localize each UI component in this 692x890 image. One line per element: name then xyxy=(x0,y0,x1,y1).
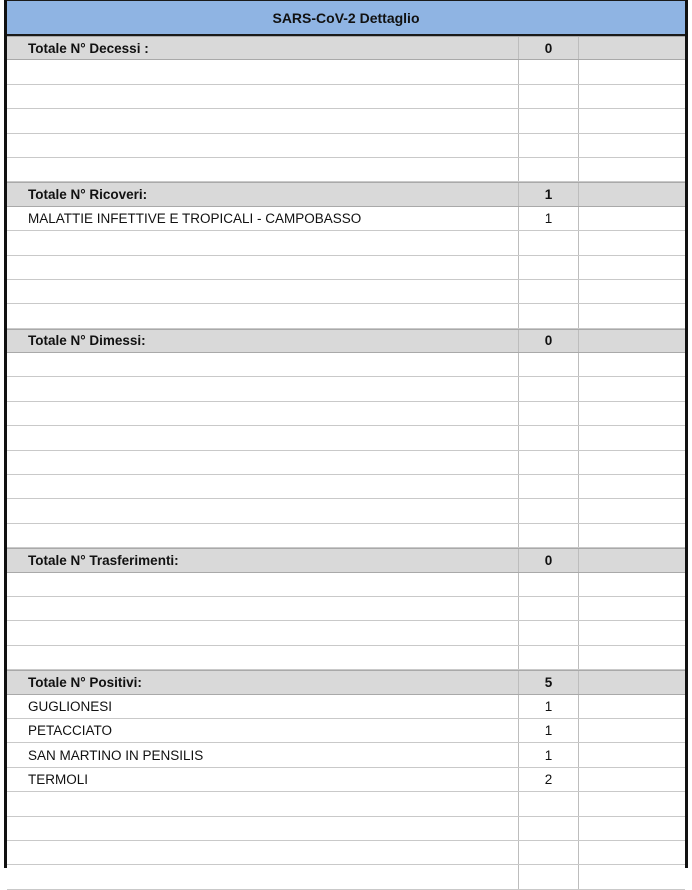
section-label-cell[interactable]: Totale N° Decessi : xyxy=(7,37,519,59)
section-header-row xyxy=(7,548,685,572)
sheet-title: SARS-CoV-2 Dettaglio xyxy=(7,0,685,36)
empty-cell[interactable] xyxy=(7,377,519,400)
empty-row xyxy=(7,475,685,499)
empty-cell[interactable] xyxy=(7,426,519,449)
empty-row xyxy=(7,451,685,475)
empty-row xyxy=(7,499,685,523)
empty-cell[interactable] xyxy=(7,231,519,254)
empty-cell[interactable] xyxy=(7,524,519,547)
empty-cell[interactable] xyxy=(579,573,685,596)
table-row xyxy=(7,743,685,767)
item-value-cell[interactable]: 1 xyxy=(519,719,579,742)
empty-cell[interactable] xyxy=(579,353,685,376)
empty-cell[interactable] xyxy=(519,621,579,644)
empty-cell[interactable] xyxy=(579,256,685,279)
empty-cell[interactable] xyxy=(519,158,579,181)
empty-cell[interactable] xyxy=(519,524,579,547)
table-row xyxy=(7,768,685,792)
empty-cell[interactable] xyxy=(579,304,685,327)
empty-row xyxy=(7,158,685,182)
section-header-row xyxy=(7,36,685,60)
empty-cell[interactable] xyxy=(579,817,685,840)
empty-row xyxy=(7,621,685,645)
empty-row xyxy=(7,646,685,670)
empty-cell[interactable] xyxy=(579,841,685,864)
empty-cell[interactable] xyxy=(579,719,685,742)
empty-cell[interactable] xyxy=(7,597,519,620)
section-label-cell[interactable]: Totale N° Positivi: xyxy=(7,671,519,693)
empty-row xyxy=(7,573,685,597)
empty-cell[interactable] xyxy=(579,207,685,230)
empty-cell[interactable] xyxy=(519,475,579,498)
empty-row xyxy=(7,402,685,426)
empty-cell[interactable] xyxy=(579,475,685,498)
table-row xyxy=(7,719,685,743)
empty-row xyxy=(7,841,685,865)
empty-cell[interactable] xyxy=(579,671,685,693)
section-total-cell[interactable]: 0 xyxy=(519,37,579,59)
empty-cell[interactable] xyxy=(519,304,579,327)
empty-cell[interactable] xyxy=(579,597,685,620)
empty-cell[interactable] xyxy=(7,841,519,864)
section-label-cell[interactable]: Totale N° Dimessi: xyxy=(7,330,519,352)
empty-cell[interactable] xyxy=(7,475,519,498)
empty-cell[interactable] xyxy=(7,499,519,522)
empty-cell[interactable] xyxy=(579,134,685,157)
empty-cell[interactable] xyxy=(579,865,685,888)
empty-cell[interactable] xyxy=(7,256,519,279)
empty-cell[interactable] xyxy=(7,792,519,815)
empty-row xyxy=(7,377,685,401)
empty-cell[interactable] xyxy=(579,60,685,83)
empty-cell[interactable] xyxy=(519,85,579,108)
empty-cell[interactable] xyxy=(519,231,579,254)
empty-cell[interactable] xyxy=(7,158,519,181)
empty-cell[interactable] xyxy=(7,353,519,376)
section-label-cell[interactable]: Totale N° Trasferimenti: xyxy=(7,549,519,571)
empty-cell[interactable] xyxy=(579,451,685,474)
empty-cell[interactable] xyxy=(519,499,579,522)
empty-cell[interactable] xyxy=(579,183,685,205)
empty-cell[interactable] xyxy=(7,646,519,669)
empty-cell[interactable] xyxy=(579,549,685,571)
empty-cell[interactable] xyxy=(579,621,685,644)
empty-row xyxy=(7,85,685,109)
empty-cell[interactable] xyxy=(579,792,685,815)
empty-cell[interactable] xyxy=(579,37,685,59)
section-total-cell[interactable]: 1 xyxy=(519,183,579,205)
empty-cell[interactable] xyxy=(579,330,685,352)
empty-row xyxy=(7,353,685,377)
empty-cell[interactable] xyxy=(7,621,519,644)
item-value-cell[interactable]: 1 xyxy=(519,743,579,766)
empty-cell[interactable] xyxy=(7,85,519,108)
empty-cell[interactable] xyxy=(579,426,685,449)
item-name-cell[interactable]: MALATTIE INFETTIVE E TROPICALI - CAMPOBASSO xyxy=(7,207,519,230)
empty-cell[interactable] xyxy=(579,499,685,522)
empty-cell[interactable] xyxy=(519,353,579,376)
empty-cell[interactable] xyxy=(579,85,685,108)
empty-row xyxy=(7,426,685,450)
empty-cell[interactable] xyxy=(7,817,519,840)
empty-cell[interactable] xyxy=(579,768,685,791)
empty-cell[interactable] xyxy=(7,865,519,888)
empty-cell[interactable] xyxy=(519,451,579,474)
section-header-row xyxy=(7,182,685,206)
empty-row xyxy=(7,231,685,255)
empty-cell[interactable] xyxy=(7,451,519,474)
item-value-cell[interactable]: 2 xyxy=(519,768,579,791)
empty-cell[interactable] xyxy=(7,60,519,83)
item-name-cell[interactable]: PETACCIATO xyxy=(7,719,519,742)
empty-cell[interactable] xyxy=(579,402,685,425)
empty-row xyxy=(7,524,685,548)
item-name-cell[interactable]: TERMOLI xyxy=(7,768,519,791)
empty-cell[interactable] xyxy=(579,109,685,132)
empty-cell[interactable] xyxy=(7,573,519,596)
empty-row xyxy=(7,109,685,133)
empty-cell[interactable] xyxy=(519,646,579,669)
empty-cell[interactable] xyxy=(579,743,685,766)
empty-cell[interactable] xyxy=(579,524,685,547)
item-name-cell[interactable]: SAN MARTINO IN PENSILIS xyxy=(7,743,519,766)
empty-row xyxy=(7,280,685,304)
empty-cell[interactable] xyxy=(7,304,519,327)
empty-cell[interactable] xyxy=(519,841,579,864)
section-total-cell[interactable]: 5 xyxy=(519,671,579,693)
empty-cell[interactable] xyxy=(7,280,519,303)
empty-cell[interactable] xyxy=(579,646,685,669)
empty-row xyxy=(7,304,685,328)
empty-row xyxy=(7,60,685,84)
section-total-cell[interactable]: 0 xyxy=(519,330,579,352)
empty-cell[interactable] xyxy=(519,109,579,132)
empty-cell[interactable] xyxy=(519,256,579,279)
empty-cell[interactable] xyxy=(579,158,685,181)
section-label-cell[interactable]: Totale N° Ricoveri: xyxy=(7,183,519,205)
empty-cell[interactable] xyxy=(579,231,685,254)
empty-cell[interactable] xyxy=(519,426,579,449)
empty-row xyxy=(7,256,685,280)
section-header-row xyxy=(7,670,685,694)
table-row xyxy=(7,695,685,719)
section-total-cell[interactable]: 0 xyxy=(519,549,579,571)
empty-cell[interactable] xyxy=(519,377,579,400)
empty-cell[interactable] xyxy=(519,792,579,815)
empty-cell[interactable] xyxy=(579,280,685,303)
empty-cell[interactable] xyxy=(7,402,519,425)
empty-row xyxy=(7,792,685,816)
empty-row xyxy=(7,597,685,621)
empty-cell[interactable] xyxy=(519,402,579,425)
empty-cell[interactable] xyxy=(579,695,685,718)
empty-cell[interactable] xyxy=(519,865,579,888)
empty-cell[interactable] xyxy=(519,817,579,840)
sheet-rows xyxy=(7,36,685,890)
empty-row xyxy=(7,817,685,841)
item-value-cell[interactable]: 1 xyxy=(519,207,579,230)
empty-cell[interactable] xyxy=(7,109,519,132)
empty-cell[interactable] xyxy=(7,134,519,157)
table-row xyxy=(7,207,685,231)
empty-cell[interactable] xyxy=(519,597,579,620)
empty-cell[interactable] xyxy=(519,573,579,596)
sheet-border-right xyxy=(685,0,688,868)
empty-cell[interactable] xyxy=(579,377,685,400)
item-name-cell[interactable]: GUGLIONESI xyxy=(7,695,519,718)
empty-row xyxy=(7,865,685,889)
empty-cell[interactable] xyxy=(519,134,579,157)
empty-cell[interactable] xyxy=(519,60,579,83)
empty-row xyxy=(7,134,685,158)
section-header-row xyxy=(7,329,685,353)
item-value-cell[interactable]: 1 xyxy=(519,695,579,718)
empty-cell[interactable] xyxy=(519,280,579,303)
